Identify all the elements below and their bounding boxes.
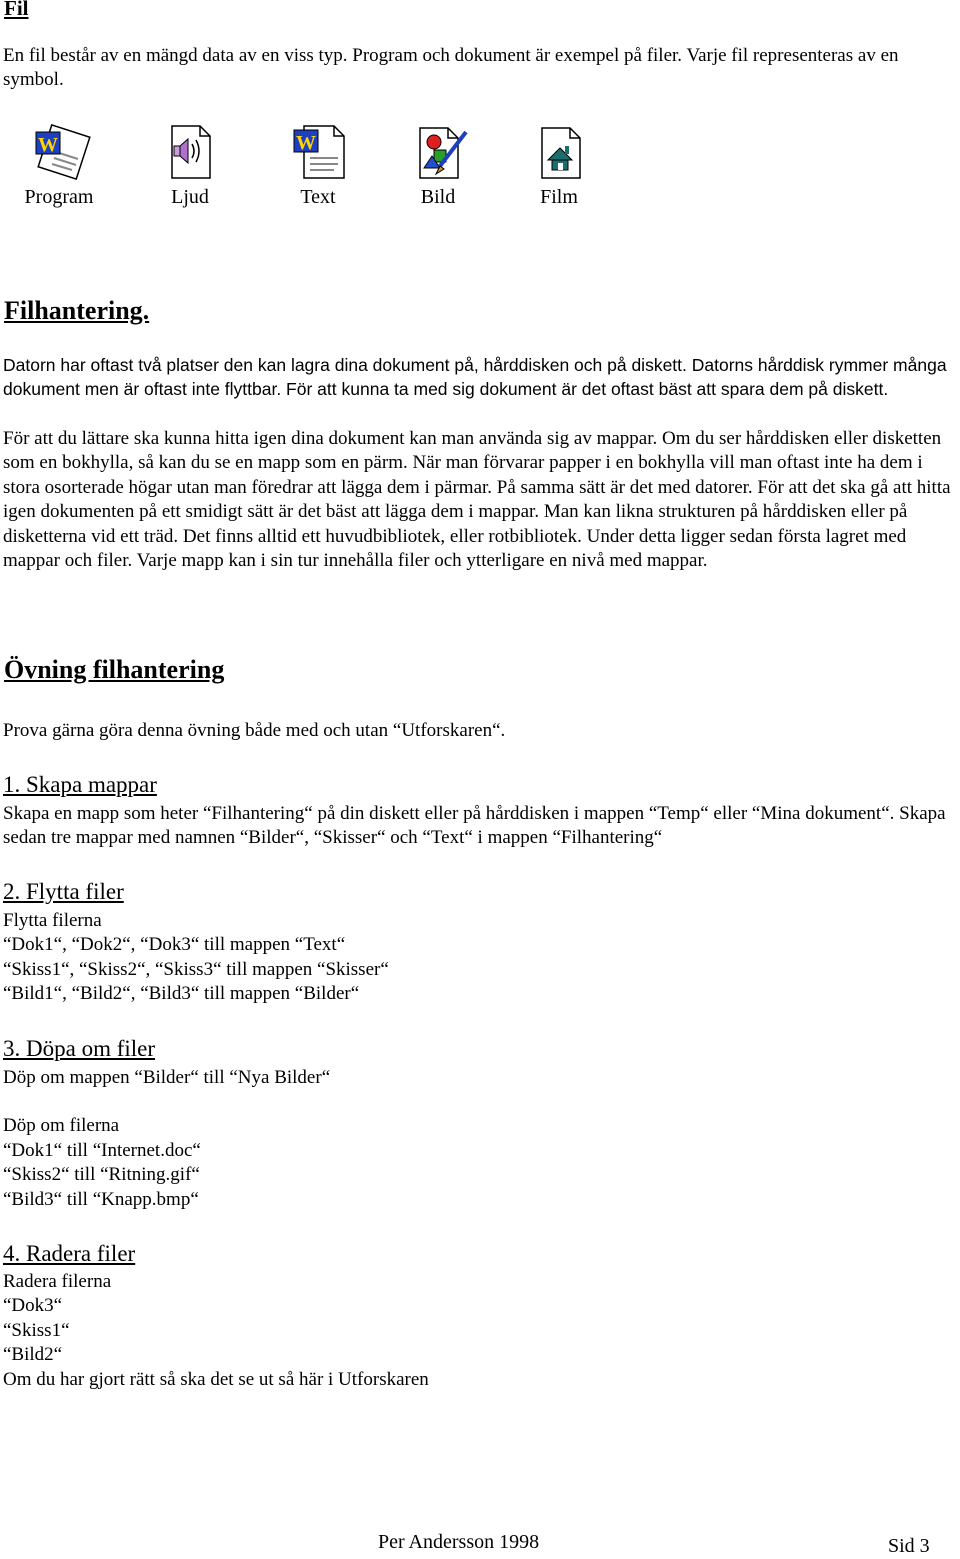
icon-label-program: Program: [24, 186, 94, 208]
section2-heading: 2. Flytta filer: [3, 879, 124, 904]
svg-text:W: W: [296, 132, 316, 154]
heading-filhantering: Filhantering.: [4, 296, 150, 325]
footer-author: Per Andersson 1998: [378, 1531, 540, 1553]
section2-line: “Bild1“, “Bild2“, “Bild3“ till mappen “Bilder“: [3, 983, 360, 1004]
section4-line: Om du har gjort rätt så ska det se ut så här i Utforskaren: [3, 1369, 429, 1390]
section3-line: Döp om filerna: [3, 1115, 120, 1136]
section1-text: Skapa en mapp som heter “Filhantering“ på din diskett eller på hårddisken i mappen “Temp“ eller “Mina dokument“. Skapa sedan tre mappar med namnen “Bilder“, “Skisser“ och “Text“ i mappen “Filhantering“: [3, 803, 946, 849]
word-program-icon: [32, 122, 92, 184]
heading-fil: Fil: [4, 0, 29, 20]
icon-label-text: Text: [300, 186, 336, 208]
section4-heading: 4. Radera filer: [3, 1241, 136, 1266]
icon-label-ljud: Ljud: [171, 186, 209, 208]
section1-heading: 1. Skapa mappar: [3, 772, 157, 797]
section4-line: “Skiss1“: [3, 1320, 70, 1341]
svg-text:W: W: [38, 134, 58, 156]
section3-line: “Dok1“ till “Internet.doc“: [3, 1140, 201, 1161]
filhantering-text: Datorn har oftast två platser den kan lagra dina dokument på, hårddisken och på diskett. Datorns hårddisk rymmer många dokument men är oftast inte flyttbar. För att kunna ta med sig dokument är det oftast bäst att spara dem på diskett.: [3, 355, 947, 400]
section3-line: “Skiss2“ till “Ritning.gif“: [3, 1164, 200, 1185]
ovning-intro: Prova gärna göra denna övning både med och utan “Utforskaren“.: [3, 720, 506, 741]
intro-text: En fil består av en mängd data av en viss typ. Program och dokument är exempel på filer. Varje fil representeras av en symbol.: [3, 45, 899, 91]
icon-label-film: Film: [540, 186, 578, 208]
section2-line: “Skiss1“, “Skiss2“, “Skiss3“ till mappen “Skisser“: [3, 959, 389, 980]
section4-line: “Dok3“: [3, 1295, 63, 1316]
paint-image-icon: [410, 122, 470, 184]
section4-line: Radera filerna: [3, 1271, 112, 1292]
section3-heading: 3. Döpa om filer: [3, 1036, 156, 1061]
section2-line: “Dok1“, “Dok2“, “Dok3“ till mappen “Text“: [3, 934, 346, 955]
icon-label-bild: Bild: [420, 186, 456, 208]
section4-line: “Bild2“: [3, 1344, 63, 1365]
heading-ovning: Övning filhantering: [4, 655, 225, 684]
section2-line: Flytta filerna: [3, 910, 102, 931]
footer-page-number: Sid 3: [888, 1535, 930, 1557]
sound-file-icon: [160, 122, 220, 184]
mappar-text: För att du lättare ska kunna hitta igen dina dokument kan man använda sig av mappar. Om du ser hårddisken eller disketten som en bokhylla, så kan du se en mapp som en pärm. När man förvarar papper i en bokhylla vill man oftast inte ha dem i stora osorterade högar utan man föredrar att lägga dem i pärmar. På samma sätt är det med datorer. För att det ska gå att hitta igen dokumenten på ett smidigt sätt är det bäst att lägga dem i mappar. Man kan likna strukturen på hårddisken eller på disketterna vid ett träd. Det finns alltid ett huvudbibliotek, eller rotbibliotek. Under detta ligger sedan första lagret med mappar och filer. Varje mapp kan i sin tur innehålla filer och ytterligare en nivå med mappar.: [3, 428, 951, 572]
section3-line: Döp om mappen “Bilder“ till “Nya Bilder“: [3, 1067, 331, 1088]
word-document-icon: [290, 122, 350, 184]
video-file-icon: [536, 122, 596, 184]
section3-line: “Bild3“ till “Knapp.bmp“: [3, 1189, 199, 1210]
